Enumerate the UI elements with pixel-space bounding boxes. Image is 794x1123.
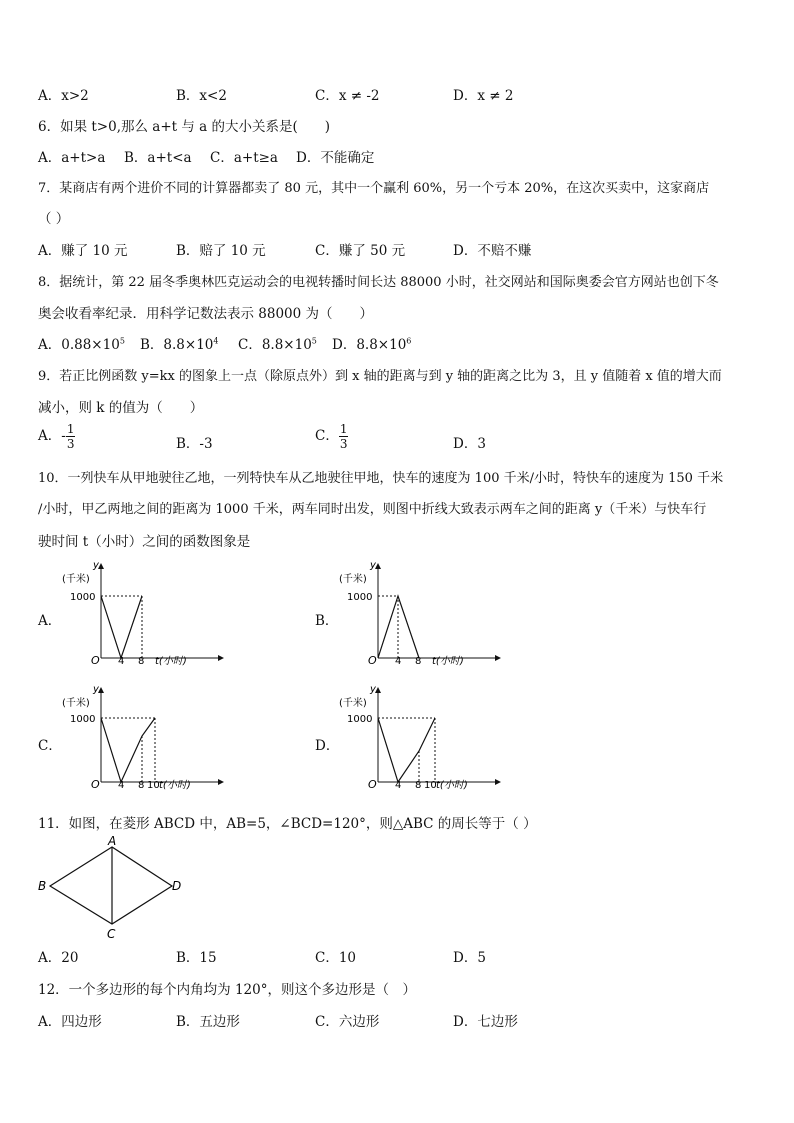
- q12-option-b: B．五边形: [176, 1014, 240, 1030]
- unit-label: (千米): [339, 698, 367, 709]
- origin-label: O: [368, 654, 377, 667]
- y-value-label: 1000: [70, 592, 96, 603]
- tick-label-4: 4: [118, 780, 125, 791]
- q10-option-d-label: D．: [315, 738, 340, 754]
- q10-option-b-label: B．: [315, 613, 339, 629]
- q10-option-a-label: A．: [38, 613, 62, 629]
- q11-rhombus-figure: [30, 834, 190, 942]
- tick-label-10: 10: [424, 780, 437, 791]
- q7-option-c: C．赚了 50 元: [315, 243, 406, 259]
- q6-option-b: B．a+t<a: [124, 150, 192, 166]
- tick-label-4: 4: [395, 656, 402, 667]
- q6-option-a: A．a+t>a: [38, 150, 106, 166]
- vertex-label-a: A: [108, 834, 117, 848]
- vertex-label-d: D: [172, 879, 182, 893]
- q10-question-line2: /小时，甲乙两地之间的距离为 1000 千米，两车同时出发，则图中折线大致表示两车之间的距离 y（千米）与快车行: [38, 502, 707, 517]
- q7-question-line2: （ ）: [38, 211, 70, 227]
- q9-option-b: B．-3: [176, 436, 213, 452]
- q7-option-a: A．赚了 10 元: [38, 243, 128, 259]
- q11-option-c: C．10: [315, 950, 357, 966]
- q10-graph-c: [58, 684, 228, 794]
- q6-option-c: C．a+t≥a: [210, 150, 278, 166]
- q9-option-a-fraction: $\frac{1}{3}$: [66, 422, 75, 451]
- q6-question: 6．如果 t>0,那么 a+t 与 a 的大小关系是( ): [38, 119, 331, 135]
- distance-polyline: [378, 718, 435, 782]
- t-axis-label: t(小时): [436, 780, 468, 791]
- tick-label-8: 8: [138, 656, 145, 667]
- y-value-label: 1000: [347, 592, 373, 603]
- q5-option-a: A．x>2: [38, 88, 89, 104]
- q10-graph-d: [335, 684, 505, 794]
- origin-label: O: [91, 654, 100, 667]
- q12-question: 12．一个多边形的每个内角均为 120°，则这个多边形是（ ）: [38, 982, 416, 998]
- q10-graph-a: [58, 560, 228, 670]
- q8-question-line2: 奥会收看率纪录．用科学记数法表示 88000 为（ ）: [38, 306, 374, 322]
- q8-option-a: A．$0.88\times 10^5$: [38, 336, 125, 353]
- q11-option-b: B．15: [176, 950, 217, 966]
- tick-label-8: 8: [415, 780, 422, 791]
- q6-option-d: D．不能确定: [296, 150, 375, 166]
- q8-question-line1: 8．据统计，第 22 届冬季奥林匹克运动会的电视转播时间长达 88000 小时，社交网站和国际奥委会官方网站也创下冬: [38, 275, 719, 290]
- distance-polyline: [101, 596, 142, 658]
- q9-option-a: A．- $\frac{1}{3}$: [38, 422, 75, 451]
- q11-question: 11．如图，在菱形 ABCD 中，AB=5，∠BCD=120°，则△ABC 的周长等于（ ）: [38, 816, 537, 832]
- distance-polyline: [101, 718, 155, 782]
- unit-label: (千米): [62, 698, 90, 709]
- tick-label-4: 4: [395, 780, 402, 791]
- origin-label: O: [91, 778, 100, 791]
- tick-label-8: 8: [415, 656, 422, 667]
- q5-option-d: D．x ≠ 2: [453, 88, 514, 104]
- q12-option-a: A．四边形: [38, 1014, 102, 1030]
- y-axis-label: y: [370, 560, 376, 571]
- q11-option-d: D．5: [453, 950, 486, 966]
- q9-question-line2: 减小，则 k 的值为（ ）: [38, 400, 204, 416]
- q5-option-b: B．x<2: [176, 88, 227, 104]
- q12-option-c: C．六边形: [315, 1014, 380, 1030]
- tick-label-8: 8: [138, 780, 145, 791]
- vertex-label-b: B: [38, 879, 47, 893]
- y-axis-label: y: [93, 684, 99, 695]
- q8-option-b: B．$8.8\times 10^4$: [140, 336, 219, 353]
- origin-label: O: [368, 778, 377, 791]
- rhombus-abcd: [50, 847, 172, 924]
- q11-option-a: A．20: [38, 950, 79, 966]
- unit-label: (千米): [339, 574, 367, 585]
- y-value-label: 1000: [70, 714, 96, 725]
- q10-graph-b: [335, 560, 505, 670]
- q10-question-line1: 10．一列快车从甲地驶往乙地，一列特快车从乙地驶往甲地，快车的速度为 100 千米/小时，特快车的速度为 150 千米: [38, 471, 724, 486]
- q9-option-c-fraction: $\frac{1}{3}$: [339, 422, 348, 451]
- y-value-label: 1000: [347, 714, 373, 725]
- t-axis-label: t(小时): [159, 780, 191, 791]
- q9-option-c: C． $\frac{1}{3}$: [315, 422, 348, 451]
- q7-option-b: B．赔了 10 元: [176, 243, 266, 259]
- q10-question-line3: 驶时间 t（小时）之间的函数图象是: [38, 534, 251, 550]
- y-axis-label: y: [370, 684, 376, 695]
- vertex-label-c: C: [107, 927, 116, 941]
- y-axis-label: y: [93, 560, 99, 571]
- t-axis-label: t(小时): [432, 656, 464, 667]
- tick-label-4: 4: [118, 656, 125, 667]
- unit-label: (千米): [62, 574, 90, 585]
- q8-option-d: D．$8.8\times 10^6$: [332, 336, 412, 353]
- q7-option-d: D．不赔不赚: [453, 243, 532, 259]
- t-axis-label: t(小时): [155, 656, 187, 667]
- tick-label-10: 10: [147, 780, 160, 791]
- q12-option-d: D．七边形: [453, 1014, 518, 1030]
- q9-question-line1: 9．若正比例函数 y=kx 的图象上一点（除原点外）到 x 轴的距离与到 y 轴的距离之比为 3，且 y 值随着 x 值的增大而: [38, 369, 722, 384]
- q10-option-c-label: C．: [38, 738, 62, 754]
- q7-question-line1: 7．某商店有两个进价不同的计算器都卖了 80 元，其中一个赢利 60%，另一个亏本 20%，在这次买卖中，这家商店: [38, 181, 710, 196]
- q5-option-c: C．x ≠ -2: [315, 88, 380, 104]
- q9-option-d: D．3: [453, 436, 486, 452]
- q8-option-c: C．$8.8\times 10^5$: [238, 336, 317, 353]
